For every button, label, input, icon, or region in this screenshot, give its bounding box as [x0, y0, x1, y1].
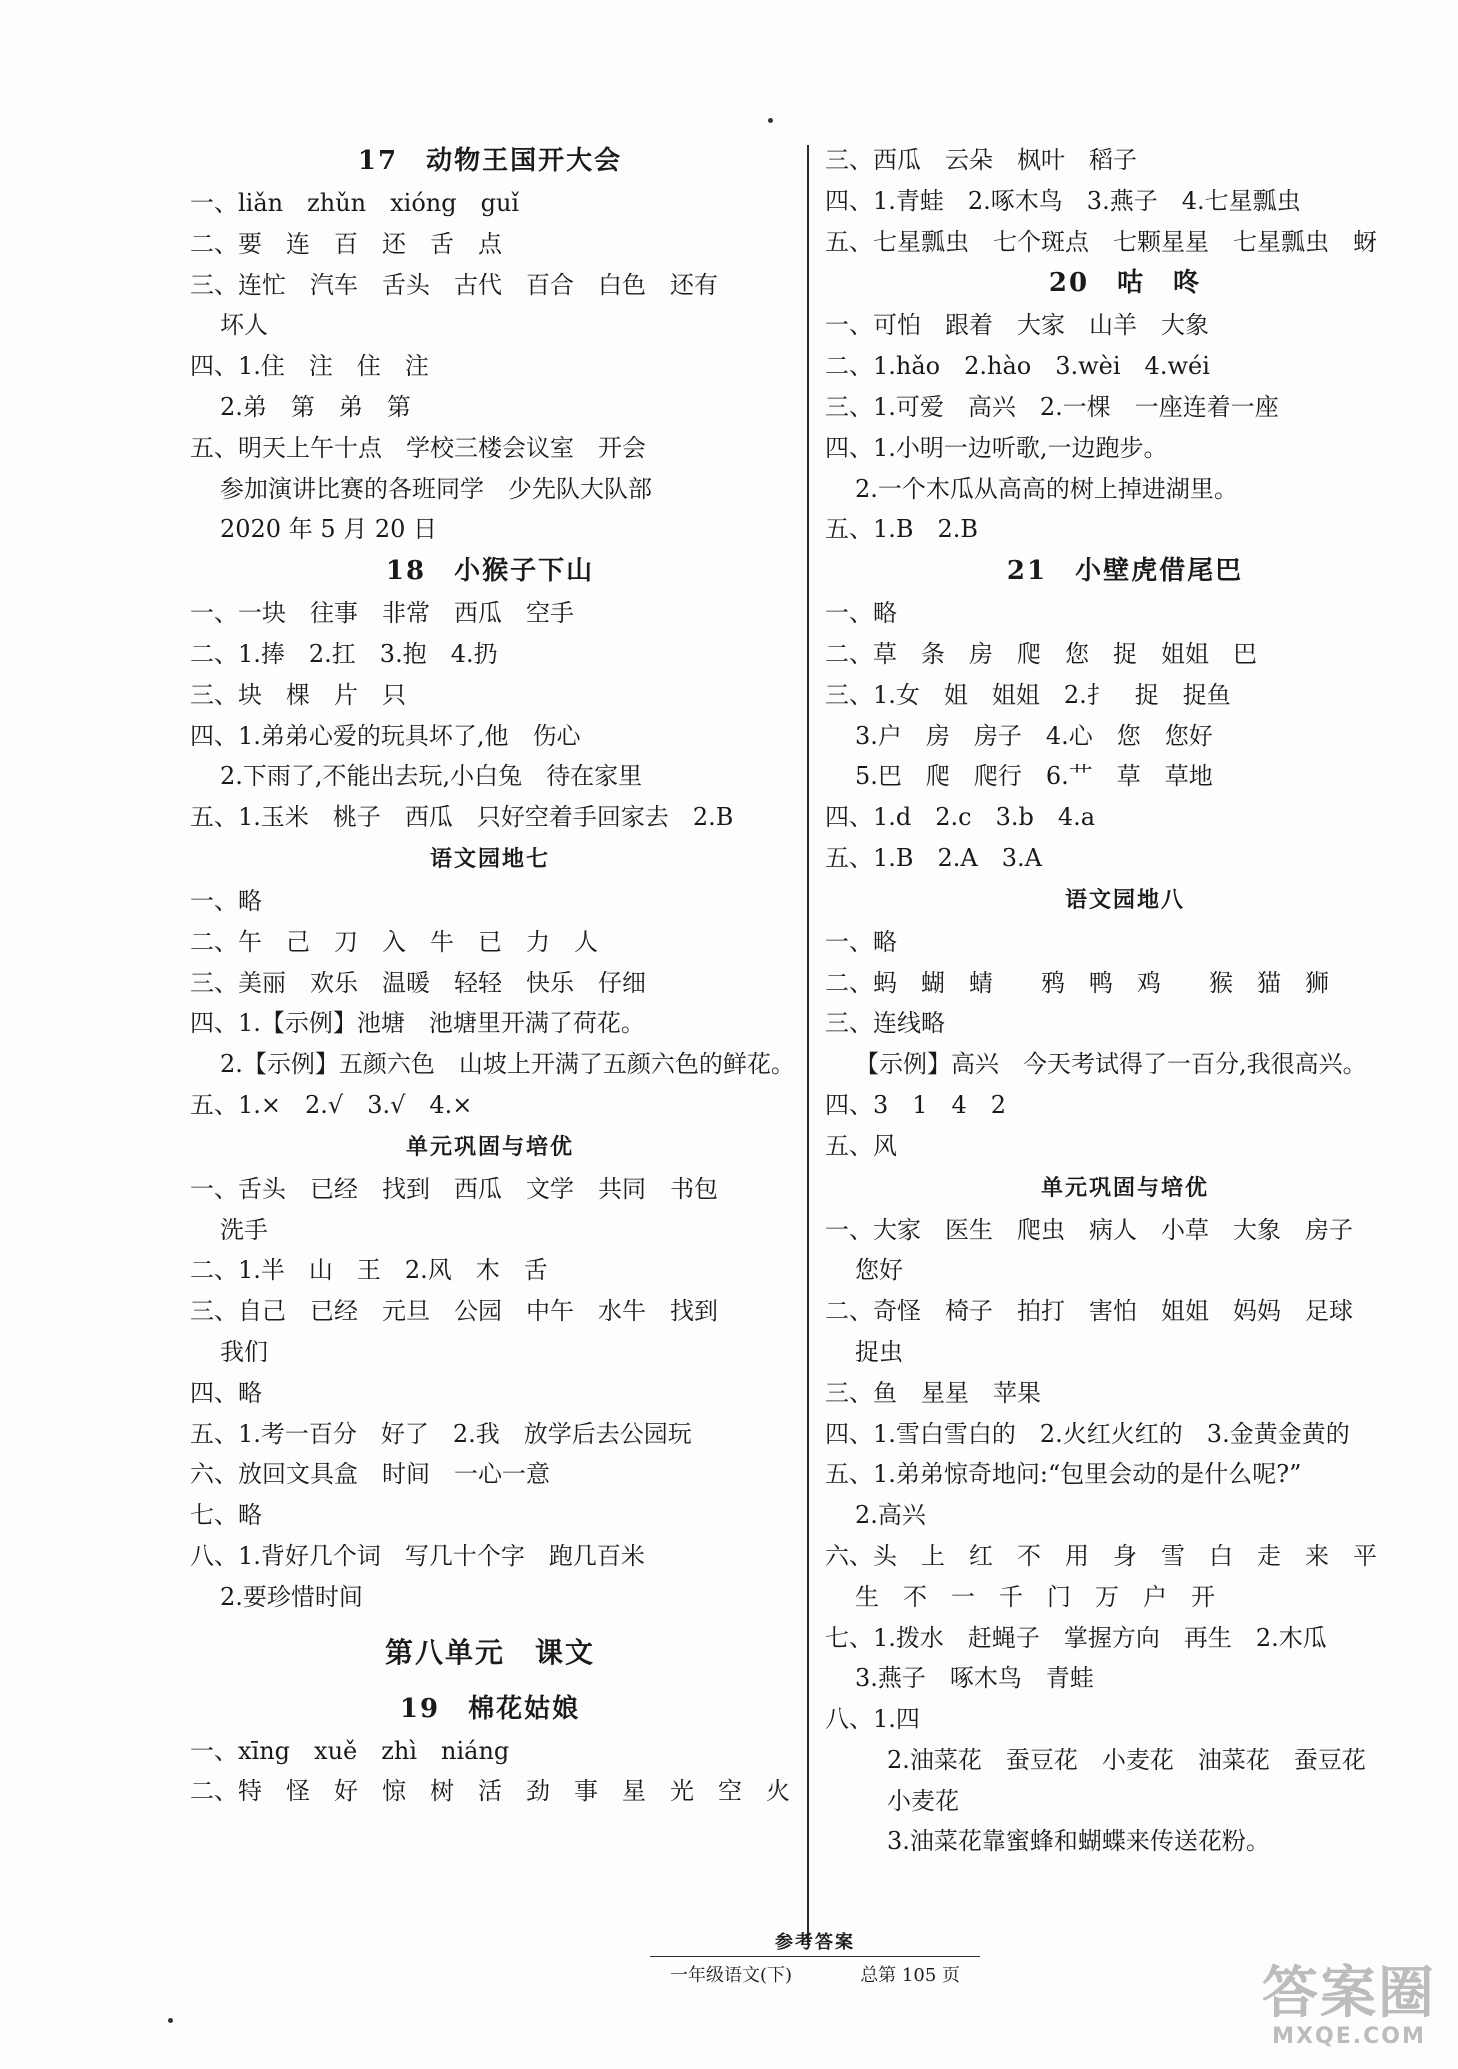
answer-line: 您好	[855, 1256, 903, 1285]
answer-line: 2.弟 第 弟 第	[220, 392, 411, 421]
answer-line: 我们	[220, 1337, 268, 1366]
answer-line: 三、西瓜 云朵 枫叶 稻子	[825, 146, 1137, 174]
answer-line: 洗手	[220, 1215, 268, 1244]
section-heading: 语文园地八	[1064, 886, 1185, 913]
section-heading: 语文园地七	[429, 845, 550, 872]
answer-line: 三、连忙 汽车 舌头 古代 百合 白色 还有	[190, 270, 718, 299]
answer-line: 六、头 上 红 不 用 身 雪 白 走 来 平	[825, 1541, 1377, 1570]
answer-line: 2.【示例】五颜六色 山坡上开满了五颜六色的鲜花。	[220, 1050, 795, 1079]
answer-line: 四、1.弟弟心爱的玩具坏了,他 伤心	[190, 721, 581, 750]
answer-line: 一、略	[190, 886, 262, 915]
answer-line: 2.高兴	[855, 1501, 926, 1530]
answer-line: 3.油菜花靠蜜蜂和蝴蝶来传送花粉。	[887, 1827, 1270, 1856]
answer-line: 2.一个木瓜从高高的树上掉进湖里。	[855, 474, 1238, 503]
answer-line: 2.要珍惜时间	[220, 1582, 363, 1611]
column-divider	[807, 145, 809, 1945]
answer-line: 3.燕子 啄木鸟 青蛙	[855, 1664, 1094, 1693]
section-heading: 21 小壁虎借尾巴	[1006, 556, 1244, 587]
answer-line: 二、1.半 山 王 2.风 木 舌	[190, 1256, 548, 1285]
answer-line: 2.下雨了,不能出去玩,小白兔 待在家里	[220, 762, 643, 791]
answer-line: 生 不 一 千 门 万 户 开	[855, 1582, 1215, 1611]
footer-page-number: 总第 105 页	[860, 1965, 960, 1986]
answer-line: 一、大家 医生 爬虫 病人 小草 大象 房子	[825, 1215, 1353, 1244]
answer-line: 四、1.d 2.c 3.b 4.a	[825, 803, 1096, 832]
answer-line: 一、可怕 跟着 大家 山羊 大象	[825, 311, 1209, 340]
watermark-logo	[1262, 1961, 1436, 2049]
answer-line: 参加演讲比赛的各班同学 少先队大队部	[220, 474, 652, 503]
watermark-url: MXQE.COM	[1272, 2024, 1426, 2049]
answer-line: 四、略	[190, 1378, 262, 1407]
answer-line: 5.巴 爬 爬行 6.艹 草 草地	[855, 762, 1213, 791]
answer-line: 四、1.住 注 住 注	[190, 352, 429, 381]
answer-line: 四、1.青蛙 2.啄木鸟 3.燕子 4.七星瓢虫	[825, 186, 1301, 215]
answer-line: 三、自己 已经 元旦 公园 中午 水牛 找到	[190, 1297, 718, 1326]
answer-line: 一、略	[825, 599, 897, 628]
answer-line: 2.油菜花 蚕豆花 小麦花 油菜花 蚕豆花	[887, 1745, 1366, 1774]
answer-line: 2020 年 5 月 20 日	[220, 515, 438, 544]
section-heading: 19 棉花姑娘	[399, 1693, 581, 1724]
answer-line: 三、美丽 欢乐 温暖 轻轻 快乐 仔细	[190, 968, 646, 997]
unit-heading: 第八单元 课文	[384, 1635, 595, 1669]
answer-line: 一、xīng xuě zhì niáng	[190, 1736, 510, 1765]
answer-line: 二、草 条 房 爬 您 捉 姐姐 巴	[825, 639, 1257, 668]
section-heading: 17 动物王国开大会	[357, 146, 623, 176]
section-heading: 20 咕 咚	[1048, 268, 1202, 299]
answer-line: 三、1.可爱 高兴 2.一棵 一座连着一座	[825, 392, 1279, 421]
answer-line: 七、1.拨水 赶蝇子 掌握方向 再生 2.木瓜	[825, 1623, 1327, 1652]
answer-line: 一、略	[825, 927, 897, 956]
answer-line: 二、1.捧 2.扛 3.抱 4.扔	[190, 639, 498, 668]
answer-line: 四、3 1 4 2	[825, 1090, 1007, 1119]
answer-line: 八、1.四	[825, 1705, 920, 1734]
answer-line: 三、连线略	[825, 1009, 945, 1038]
answer-line: 三、鱼 星星 苹果	[825, 1378, 1041, 1407]
answer-line: 三、1.女 姐 姐姐 2.扌 捉 捉鱼	[825, 680, 1231, 709]
answer-line: 3.户 房 房子 4.心 您 您好	[855, 721, 1213, 750]
answer-line: 【示例】高兴 今天考试得了一百分,我很高兴。	[855, 1050, 1367, 1079]
answer-line: 四、1.【示例】池塘 池塘里开满了荷花。	[190, 1009, 645, 1038]
answer-line: 四、1.小明一边听歌,一边跑步。	[825, 433, 1168, 462]
answer-line: 一、liǎn zhǔn xióng guǐ	[190, 189, 520, 217]
answer-line: 二、蚂 蝴 蜻 鸦 鸭 鸡 猴 猫 狮	[825, 968, 1329, 997]
right-column	[825, 140, 1425, 1862]
answer-line: 二、要 连 百 还 舌 点	[190, 229, 502, 258]
answer-line: 五、明天上午十点 学校三楼会议室 开会	[190, 433, 646, 462]
answer-line: 八、1.背好几个词 写几十个字 跑几百米	[190, 1541, 645, 1570]
answer-line: 二、午 己 刀 入 牛 已 力 人	[190, 927, 598, 956]
footer-title: 参考答案	[650, 1928, 980, 1957]
scan-speck	[168, 2018, 173, 2023]
answer-line: 五、1.玉米 桃子 西瓜 只好空着手回家去 2.B	[190, 803, 734, 832]
left-column	[190, 140, 795, 1812]
answer-line: 捉虫	[855, 1337, 903, 1366]
answer-line: 二、特 怪 好 惊 树 活 劲 事 星 光 空 火	[190, 1777, 790, 1806]
watermark-text: 答案圈	[1262, 1961, 1436, 2026]
answer-line: 小麦花	[887, 1786, 959, 1815]
answer-line: 五、1.弟弟惊奇地问:“包里会动的是什么呢?”	[825, 1460, 1302, 1489]
answer-line: 五、1.B 2.A 3.A	[825, 843, 1042, 872]
answer-line: 一、舌头 已经 找到 西瓜 文学 共同 书包	[190, 1174, 718, 1203]
answer-line: 五、1.考一百分 好了 2.我 放学后去公园玩	[190, 1419, 692, 1448]
answer-line: 五、1.× 2.√ 3.√ 4.×	[190, 1090, 473, 1119]
answer-line: 二、1.hǎo 2.hào 3.wèi 4.wéi	[825, 352, 1210, 381]
answer-line: 五、七星瓢虫 七个斑点 七颗星星 七星瓢虫 蚜	[825, 227, 1377, 256]
scan-speck	[768, 118, 773, 123]
answer-line: 六、放回文具盒 时间 一心一意	[190, 1460, 550, 1489]
answer-line: 坏人	[220, 311, 268, 340]
answer-line: 五、风	[825, 1131, 897, 1160]
answer-line: 一、一块 往事 非常 西瓜 空手	[190, 599, 574, 628]
section-heading: 单元巩固与培优	[1040, 1174, 1209, 1201]
section-heading: 18 小猴子下山	[385, 556, 595, 587]
answer-line: 五、1.B 2.B	[825, 515, 979, 544]
answer-line: 三、块 棵 片 只	[190, 680, 406, 709]
footer-grade: 一年级语文(下)	[670, 1965, 793, 1986]
answer-line: 二、奇怪 椅子 拍打 害怕 姐姐 妈妈 足球	[825, 1297, 1353, 1326]
section-heading: 单元巩固与培优	[405, 1133, 574, 1160]
answer-line: 四、1.雪白雪白的 2.火红火红的 3.金黄金黄的	[825, 1419, 1350, 1448]
page-footer	[650, 1928, 980, 1987]
answer-line: 七、略	[190, 1501, 262, 1530]
